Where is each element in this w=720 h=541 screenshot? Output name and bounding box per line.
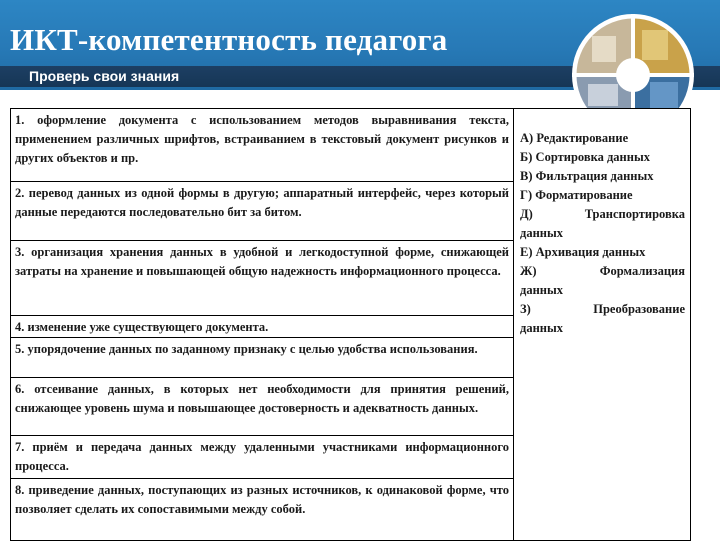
option-a: А) Редактирование xyxy=(520,131,629,145)
option-v: В) Фильтрация данных xyxy=(520,169,654,183)
definition-cell-7: 7. приём и передача данных между удаленными участниками информационного процесса. xyxy=(11,436,514,479)
definition-cell-8: 8. приведение данных, поступающих из разных источников, к одинаковой форме, что позволяет сделать их сопоставимыми между собой. xyxy=(11,479,514,541)
answer-options-cell xyxy=(514,109,691,541)
definition-cell-1: 1. оформление документа с использованием методов выравнивания текста, применением различных шрифтов, встраиванием в текстовый документ рисунков и других объектов и пр. xyxy=(11,109,514,182)
slide-subtitle: Проверь свои знания xyxy=(29,68,180,84)
definition-cell-5: 5. упорядочение данных по заданному признаку с целью удобства использования. xyxy=(11,338,514,378)
definition-cell-4: 4. изменение уже существующего документа. xyxy=(11,316,514,338)
matching-table xyxy=(10,108,691,541)
option-g: Г) Форматирование xyxy=(520,188,633,202)
option-e: Е) Архивация данных xyxy=(520,245,646,259)
option-zh: Ж) Формализация xyxy=(520,264,685,278)
option-zh-tail: данных xyxy=(520,283,563,297)
option-b: Б) Сортировка данных xyxy=(520,150,650,164)
definition-cell-2: 2. перевод данных из одной формы в другую; аппаратный интерфейс, через который данные передаются последовательно бит за битом. xyxy=(11,182,514,241)
definition-cell-3: 3. организация хранения данных в удобной и легкодоступной форме, снижающей затраты на хранение и повышающей общую надежность информационного процесса. xyxy=(11,241,514,316)
slide-title: ИКТ-компетентность педагога xyxy=(10,22,448,57)
option-d: Д) Транспортировка xyxy=(520,207,685,221)
option-d-tail: данных xyxy=(520,226,563,240)
definition-cell-6: 6. отсеивание данных, в которых нет необходимости для принятия решений, снижающее уровень шума и повышающее достоверность и адекватность данных. xyxy=(11,378,514,436)
option-z: З) Преобразование xyxy=(520,302,685,316)
option-z-tail: данных xyxy=(520,321,563,335)
